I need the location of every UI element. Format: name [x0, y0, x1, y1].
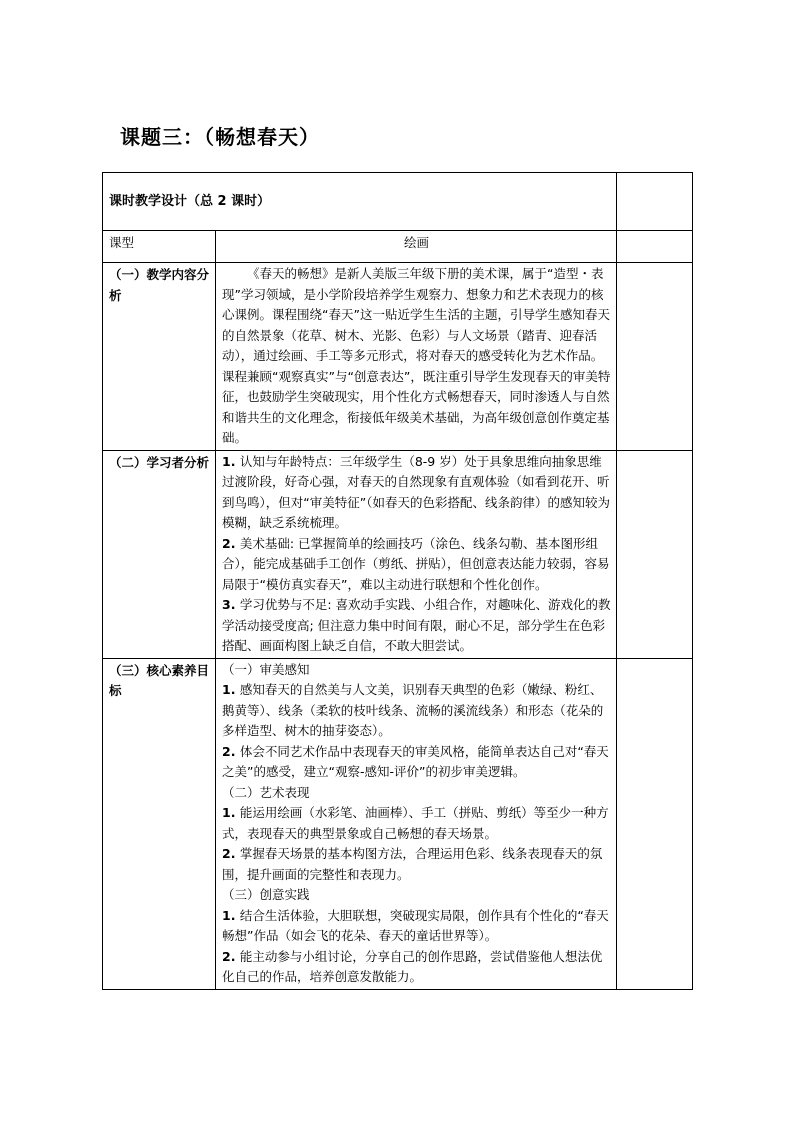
lesson-design-table: [102, 172, 693, 990]
learner-analysis-item: [222, 452, 611, 534]
goal-item: [222, 844, 611, 885]
item-text: 掌握春天场景的基本构图方法，合理运用色彩、线条表现春天的氛围，提升画面的完整性和表现力。: [222, 846, 603, 882]
item-number: 2.: [222, 743, 240, 759]
goal-item: [222, 680, 611, 742]
learner-analysis-cell: [216, 450, 617, 658]
item-text: 能运用绘画（水彩笔、油画棒）、手工（拼贴、剪纸）等至少一种方式，表现春天的典型景象或自己畅想的春天场景。: [222, 805, 609, 841]
item-text: 结合生活体验，大胆联想，突破现实局限，创作具有个性化的“春天畅想”作品（如会飞的花朵、春天的童话世界等）。: [222, 907, 609, 943]
table-header-row: [103, 173, 693, 231]
item-number: 3.: [222, 597, 240, 612]
item-number: 1.: [222, 805, 240, 820]
item-text: 美术基础: 已掌握简单的绘画技巧（涂色、线条勾勒、基本图形组合），能完成基础手工创作（剪纸、拼贴），但创意表达能力较弱，容易局限于“模仿真实春天”，难以主动进行联想和个性化创作。: [222, 535, 610, 592]
item-text: 体会不同艺术作品中表现春天的审美风格，能简单表达自己对“春天之美”的感受，建立“观察-感知-评价”的初步审美逻辑。: [222, 743, 609, 779]
item-number: 2.: [222, 535, 240, 551]
learner-analysis-label: （二）学习者分析: [103, 450, 216, 658]
item-number: 1.: [222, 907, 240, 923]
lesson-type-label: 课型: [103, 231, 216, 263]
table-header-empty-cell: [617, 173, 693, 231]
goal-section-title: （三）创意实践: [222, 887, 310, 902]
learner-analysis-row: [103, 450, 693, 658]
goal-section-title: （二）艺术表现: [222, 784, 310, 800]
learner-analysis-empty-cell: [617, 450, 693, 658]
content-analysis-row: [103, 263, 693, 451]
core-goals-label: （三）核心素养目标: [103, 658, 216, 989]
lesson-type-empty-cell: [617, 231, 693, 263]
lesson-type-row: [103, 231, 693, 263]
goal-section-title: （一）审美感知: [222, 661, 310, 677]
item-number: 1.: [222, 453, 240, 469]
learner-analysis-item: [222, 534, 611, 596]
table-header-cell: 课时教学设计（总 2 课时）: [103, 173, 617, 231]
item-number: 1.: [222, 682, 240, 697]
goal-item: [222, 742, 611, 783]
core-goals-empty-cell: [617, 658, 693, 989]
goal-item: [222, 947, 611, 988]
core-goals-row: [103, 658, 693, 989]
page-title: 课题三：（畅想春天）: [120, 125, 320, 149]
item-text: 认知与年龄特点：三年级学生（8-9 岁）处于具象思维向抽象思维过渡阶段，好奇心强，对春天的自然现象有直观体验（如看到花开、听到鸟鸣），但对“审美特征”（如春天的色彩搭配、线条韵律）的感知较为模糊，缺乏系统梳理。: [222, 453, 610, 530]
goal-item: [222, 803, 611, 844]
content-analysis-empty-cell: [617, 263, 693, 451]
item-number: 2.: [222, 948, 240, 964]
item-text: 学习优势与不足: 喜欢动手实践、小组合作，对趣味化、游戏化的教学活动接受度高; 但注意力集中时间有限，耐心不足，部分学生在色彩搭配、画面构图上缺乏自信，不敢大胆尝试。: [222, 597, 611, 653]
learner-analysis-item: [222, 595, 611, 657]
item-text: 感知春天的自然美与人文美，识别春天典型的色彩（嫩绿、粉红、鹅黄等）、线条（柔软的枝叶线条、流畅的溪流线条）和形态（花朵的多样造型、树木的抽芽姿态）。: [222, 682, 604, 738]
goal-item: [222, 906, 611, 947]
content-analysis-cell: [216, 263, 617, 451]
content-analysis-text: 《春天的畅想》是新人美版三年级下册的美术课，属于“造型・表现”学习领域，是小学阶段培养学生观察力、想象力和艺术表现力的核心课例。课程围绕“春天”这一贴近学生生活的主题，引导学生感知春天的自然景象（花草、树木、光影、色彩）与人文场景（踏青、迎春活动），通过绘画、手工等多元形式，将对春天的感受转化为艺术作品。课程兼顾“观察真实”与“创意表达”，既注重引导学生发现春天的审美特征，也鼓励学生突破现实，用个性化方式畅想春天，同时渗透人与自然和谐共生的文化理念，衔接低年级美术基础，为高年级创意创作奠定基础。: [222, 266, 611, 445]
item-number: 2.: [222, 846, 240, 861]
content-analysis-label: （一）教学内容分析: [103, 263, 216, 451]
core-goals-cell: [216, 658, 617, 989]
lesson-type-value: 绘画: [216, 231, 617, 263]
item-text: 能主动参与小组讨论，分享自己的创作思路，尝试借鉴他人想法优化自己的作品，培养创意发散能力。: [222, 948, 603, 984]
